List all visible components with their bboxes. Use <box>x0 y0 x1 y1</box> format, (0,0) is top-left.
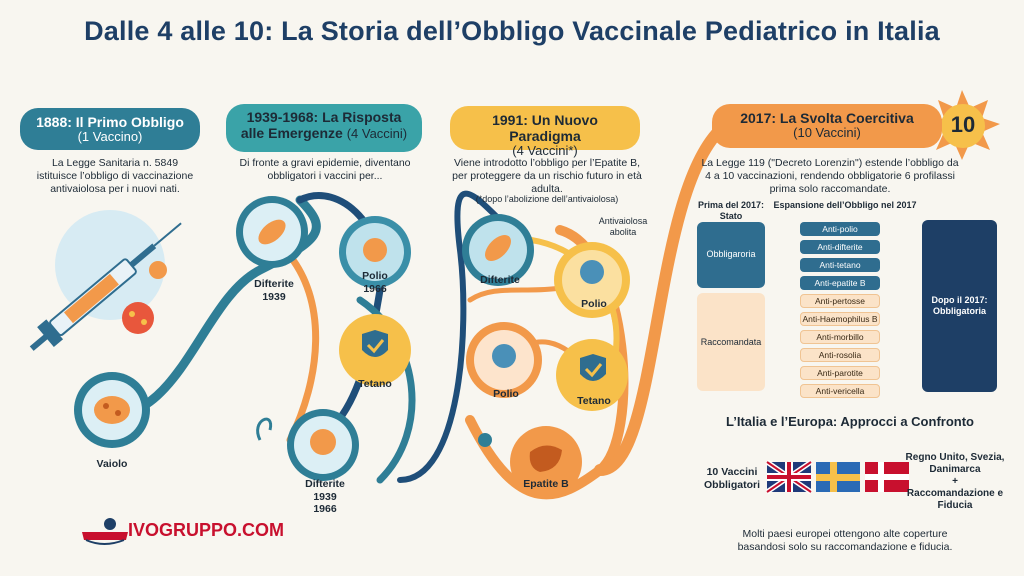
era-subtitle: (4 Vaccini*) <box>512 143 578 159</box>
vaccine-pill: Anti-epatite B <box>800 276 880 290</box>
era-title: 1991: Un Nuovo Paradigma <box>492 112 598 145</box>
era-1888-text: La Legge Sanitaria n. 5849 istituisce l’obbligo di vaccinazione antivaiolosa per i nuovi nati. <box>36 157 194 196</box>
era-1888-banner <box>20 108 200 150</box>
era-2017-banner <box>712 104 942 148</box>
virus-icon <box>149 261 167 279</box>
era-subtitle: (4 Vaccini) <box>346 126 408 142</box>
page-title: Dalle 4 alle 10: La Storia dell’Obbligo Vaccinale Pediatrico in Italia <box>84 16 940 46</box>
era-title: 1888: Il Primo Obbligo <box>36 114 184 130</box>
site-logo[interactable]: IVOGRUPPO.COM <box>128 520 285 540</box>
sweden-flag-icon <box>816 462 860 492</box>
after-2017-label: Dopo il 2017: Obbligatoria <box>931 295 988 316</box>
ten-badge: 10 <box>950 112 976 137</box>
era-1939-text: Di fronte a gravi epidemie, diventano obbligatori i vaccini per... <box>239 157 411 183</box>
antivaiolosa-abolita-label: Antivaiolosa abolita <box>598 216 648 237</box>
europe-heading: L’Italia e l’Europa: Approcci a Confronto <box>726 414 974 429</box>
uk-flag-icon <box>767 462 811 492</box>
era-title: 1939-1968: La Risposta alle Emergenze <box>240 109 402 142</box>
vaccine-pill: Anti-vericella <box>800 384 880 398</box>
vaccine-pill: Anti-polio <box>800 222 880 236</box>
virus-icon <box>122 302 154 334</box>
era-1991-text: Viene introdotto l’obbligo per l’Epatite B, per proteggere da un rischio futuro in età adulta. <box>452 157 642 196</box>
era-subtitle: (10 Vaccini) <box>793 125 861 141</box>
table-col1-header: Prima del 2017: Stato <box>697 200 765 221</box>
polio-label-2: Polio <box>493 388 519 400</box>
tetano-label-2: Tetano <box>577 395 611 407</box>
vaccine-pill: Anti-tetano <box>800 258 880 272</box>
era-subtitle: (1 Vaccino) <box>77 129 143 145</box>
tetano-label: Tetano <box>358 378 392 390</box>
era-1991-banner <box>450 106 640 159</box>
polio-label: Polio <box>581 298 607 310</box>
vaccine-pill: Anti-parotite <box>800 366 880 380</box>
difterite-1939-1966-label: Difterite 1939 1966 <box>305 478 345 516</box>
difterite-label: Difterite <box>480 274 520 286</box>
difterite-1939-label: Difterite 1939 <box>254 278 294 303</box>
vaccine-pill: Anti-Haemophilus B <box>800 312 880 326</box>
era-2017-text: La Legge 119 ("Decreto Lorenzin") estende l’obbligo da 4 a 10 vaccinazioni, rendendo obbligatorie 6 profilassi prima solo raccomandate. <box>701 157 959 196</box>
vaiolo-label: Vaiolo <box>96 458 128 470</box>
polio-1966-label: Polio 1966 <box>362 270 388 295</box>
epatite-b-label: Epatite B <box>523 478 569 490</box>
status-obbligatoria: Obbligaroria <box>706 249 756 259</box>
table-col2-header: Espansione dell’Obbligo nel 2017 <box>773 200 917 210</box>
status-raccomandata: Raccomandata <box>700 337 762 347</box>
logo-icon <box>82 518 128 544</box>
era-title: 2017: La Svolta Coercitiva <box>740 110 914 126</box>
europe-footer: Molti paesi europei ottengono alte coperture basandosi solo su raccomandazione e fiducia. <box>737 528 953 554</box>
vaccine-pill: Anti-rosolia <box>800 348 880 362</box>
vaccine-pill: Anti-morbillo <box>800 330 880 344</box>
era-1939-banner <box>226 104 422 152</box>
others-label: Regno Unito, Svezia, Danimarca + Raccomandazione e Fiducia <box>905 452 1005 511</box>
italy-label: 10 Vaccini Obbligatori <box>704 466 760 491</box>
era-1991-note: (*dopo l’abolizione dell’antivaiolosa) <box>475 194 619 204</box>
vaccine-pill: Anti-pertosse <box>800 294 880 308</box>
vaccine-pill: Anti-difterite <box>800 240 880 254</box>
